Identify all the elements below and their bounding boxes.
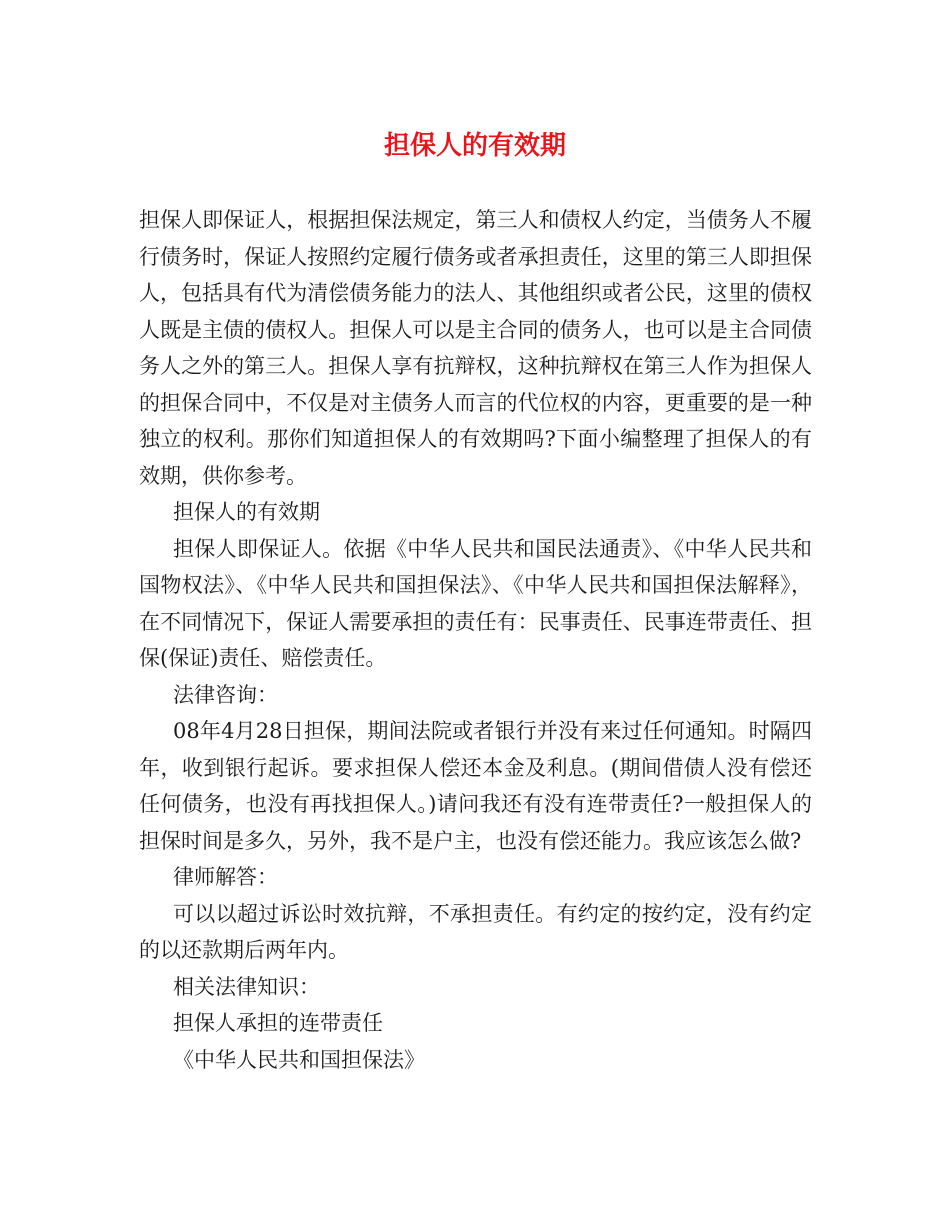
intro-paragraph: 担保人即保证人，根据担保法规定，第三人和债权人约定，当债务人不履行债务时，保证人按照约定履行债务或者承担责任，这里的第三人即担保人，包括具有代为清偿债务能力的法人、其他组织或者公民，这里的债权人既是主债的债权人。担保人可以是主合同的债务人，也可以是主合同债务人之外的第三人。担保人享有抗辩权，这种抗辩权在第三人作为担保人的担保合同中，不仅是对主债务人而言的代位权的内容，更重要的是一种独立的权利。那你们知道担保人的有效期吗?下面小编整理了担保人的有效期，供你参考。 <box>139 208 812 488</box>
guarantee-law-title: 《中华人民共和国担保法》 <box>173 1047 425 1072</box>
joint-liability-heading: 担保人承担的连带责任 <box>173 1011 383 1035</box>
document-title: 担保人的有效期 <box>383 131 566 161</box>
section-heading-validity: 担保人的有效期 <box>173 500 320 524</box>
related-knowledge-label: 相关法律知识： <box>173 974 320 999</box>
lawyer-answer-paragraph: 可以以超过诉讼时效抗辩，不承担责任。有约定的按约定，没有约定的以还款期后两年内。 <box>139 901 812 962</box>
document-body <box>139 202 812 1078</box>
lawyer-answer-label: 律师解答： <box>173 865 278 889</box>
guarantor-liability-paragraph: 担保人即保证人。依据《中华人民共和国民法通责》、《中华人民共和国物权法》、《中华人民共和国担保法》、《中华人民共和国担保法解释》，在不同情况下，保证人需要承担的责任有：民事责任、民事连带责任、担保(保证)责任、赔偿责任。 <box>139 536 812 670</box>
consultation-question-paragraph: 08年4月28日担保，期间法院或者银行并没有来过任何通知。时隔四年，收到银行起诉。要求担保人偿还本金及利息。(期间借债人没有偿还任何债务，也没有再找担保人。)请问我还有没有连带责任?一般担保人的担保时间是多久，另外，我不是户主，也没有偿还能力。我应该怎么做? <box>139 719 812 853</box>
legal-consultation-label: 法律咨询： <box>173 682 278 707</box>
